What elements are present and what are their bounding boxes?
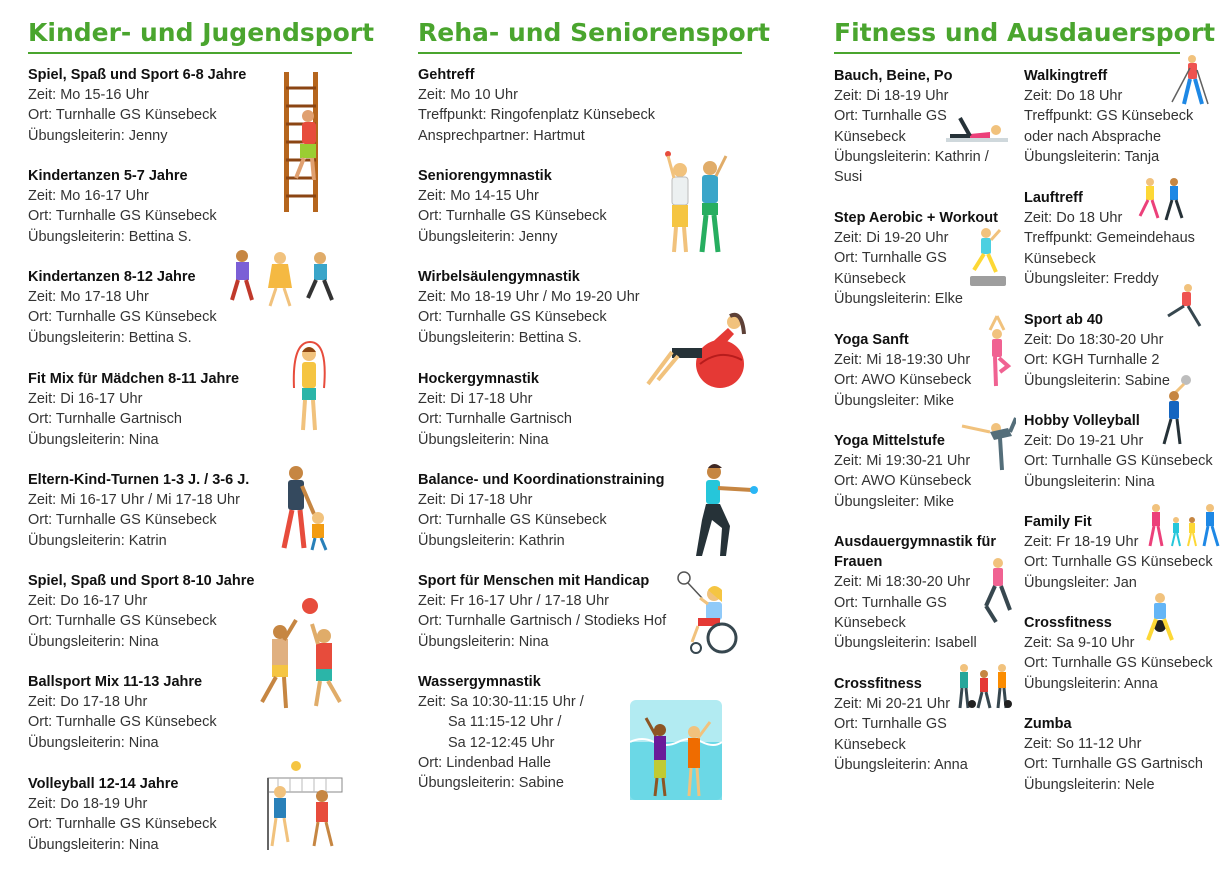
- entry-instructor: Übungsleiterin: Kathrin /: [834, 148, 989, 165]
- entry-location: Ort: Turnhalle GS Künsebeck: [1024, 554, 1213, 571]
- entry-location: Treffpunkt: Ringofenplatz Künsebeck: [418, 107, 655, 124]
- entry-location-cont: Künsebeck: [834, 614, 906, 631]
- entry-title: Sport für Menschen mit Handicap: [418, 573, 650, 589]
- entry-time: Zeit: Mi 18:30-20 Uhr: [834, 574, 971, 591]
- entry-crossfitness-sa: [1024, 613, 1213, 694]
- entry-hockergymnastik: [418, 369, 572, 450]
- entry-title: Yoga Mittelstufe: [834, 433, 945, 449]
- gym-ball-icon: [644, 308, 750, 392]
- entry-time: Zeit: Mi 16-17 Uhr / Mi 17-18 Uhr: [28, 492, 240, 509]
- entry-location-cont: oder nach Absprache: [1024, 128, 1162, 145]
- entry-kindertanzen-8-12: [28, 267, 217, 348]
- entry-location: Ort: Turnhalle GS Künsebeck: [418, 208, 607, 225]
- entry-location: Ort: Turnhalle GS Künsebeck: [418, 512, 607, 529]
- heading-underline: [418, 52, 742, 54]
- entry-time: Zeit: Do 16-17 Uhr: [28, 593, 148, 610]
- entry-time: Zeit: Mi 18-19:30 Uhr: [834, 352, 971, 369]
- entry-time-cont: Sa 11:15-12 Uhr /: [448, 714, 562, 731]
- entry-instructor: Übungsleiterin: Nina: [28, 734, 159, 751]
- entry-title: Ausdauergymnastik für Frauen: [834, 534, 996, 571]
- entry-gehtreff: [418, 65, 655, 146]
- entry-instructor: Ansprechpartner: Hartmut: [418, 127, 585, 144]
- entry-instructor: Übungsleiterin: Nina: [28, 836, 159, 853]
- entry-time: Zeit: Sa 10:30-11:15 Uhr /: [418, 694, 584, 711]
- entry-title: Wassergymnastik: [418, 674, 541, 690]
- entry-title: Walkingtreff: [1024, 68, 1108, 84]
- entry-sport-ab-40: [1024, 310, 1170, 391]
- volleyball-net-icon: [262, 760, 344, 852]
- entry-title: Crossfitness: [834, 676, 922, 692]
- entry-location: Ort: Turnhalle GS Künsebeck: [28, 714, 217, 731]
- entry-title: Bauch, Beine, Po: [834, 68, 953, 84]
- entry-instructor: Übungsleiter: Mike: [834, 493, 955, 510]
- entry-title: Kindertanzen 8-12 Jahre: [28, 269, 196, 285]
- dancing-kids-icon: [228, 248, 346, 310]
- entry-time: Zeit: Do 18-19 Uhr: [28, 796, 148, 813]
- heading-underline: [28, 52, 352, 54]
- entry-title: Fit Mix für Mädchen 8-11 Jahre: [28, 371, 240, 387]
- ball-play-icon: [254, 596, 346, 714]
- entry-instructor-cont: Susi: [834, 169, 863, 186]
- entry-instructor: Übungsleiterin: Anna: [834, 756, 968, 773]
- entry-time: Zeit: Sa 9-10 Uhr: [1024, 635, 1135, 652]
- entry-location: Ort: Turnhalle GS Künsebeck: [28, 208, 217, 225]
- yoga-pose-icon: [982, 312, 1012, 388]
- entry-wirbelsaeulengymnastik: [418, 267, 640, 348]
- entry-title: Gehtreff: [418, 67, 475, 83]
- entry-instructor: Übungsleiter: Freddy: [1024, 270, 1159, 287]
- entry-crossfitness-mi: [834, 674, 968, 775]
- entry-time: Zeit: So 11-12 Uhr: [1024, 736, 1142, 753]
- entry-time: Zeit: Do 17-18 Uhr: [28, 694, 148, 711]
- entry-instructor: Übungsleiterin: Nina: [418, 633, 549, 650]
- entry-instructor: Übungsleiterin: Bettina S.: [28, 228, 192, 245]
- entry-location-cont: Künsebeck: [1024, 250, 1096, 267]
- entry-time: Zeit: Mi 19:30-21 Uhr: [834, 453, 971, 470]
- entry-instructor: Übungsleiterin: Nina: [28, 633, 159, 650]
- entry-time: Zeit: Do 19-21 Uhr: [1024, 433, 1144, 450]
- floor-exercise-icon: [946, 114, 1008, 144]
- entry-title: Crossfitness: [1024, 615, 1112, 631]
- entry-location-cont: Künsebeck: [834, 128, 906, 145]
- entry-location: Ort: Turnhalle GS Künsebeck: [28, 816, 217, 833]
- entry-location: Ort: AWO Künsebeck: [834, 372, 972, 389]
- entry-location: Ort: Turnhalle Gartnisch: [28, 411, 182, 428]
- entry-location: Ort: Lindenbad Halle: [418, 754, 551, 771]
- entry-location: Treffpunkt: Gemeindehaus: [1024, 230, 1195, 247]
- entry-location: Ort: Turnhalle GS Künsebeck: [418, 309, 607, 326]
- heading-underline: [834, 52, 1180, 54]
- entry-instructor: Übungsleiterin: Nina: [418, 431, 549, 448]
- entry-title: Kindertanzen 5-7 Jahre: [28, 168, 188, 184]
- entry-time: Zeit: Mo 15-16 Uhr: [28, 87, 149, 104]
- entry-time: Zeit: Di 17-18 Uhr: [418, 391, 533, 408]
- entry-location: Ort: Turnhalle GS: [834, 108, 947, 125]
- yoga-balance-icon: [960, 412, 1016, 472]
- entry-wassergymnastik: [418, 672, 584, 793]
- entry-time: Zeit: Fr 18-19 Uhr: [1024, 534, 1139, 551]
- runners-icon: [1136, 176, 1186, 224]
- entry-location: Ort: Turnhalle GS Künsebeck: [1024, 453, 1213, 470]
- entry-instructor: Übungsleiterin: Katrin: [28, 532, 167, 549]
- entry-time: Zeit: Di 18-19 Uhr: [834, 88, 949, 105]
- entry-location: Ort: Turnhalle GS Künsebeck: [28, 107, 217, 124]
- entry-spiel-spass-6-8: [28, 65, 246, 146]
- heading-kinder-jugendsport: Kinder- und Jugendsport: [28, 18, 375, 47]
- entry-location-cont: Künsebeck: [834, 270, 906, 287]
- entry-title: Balance- und Koordinationstraining: [418, 472, 665, 488]
- entry-instructor: Übungsleiterin: Elke: [834, 290, 963, 307]
- entry-instructor: Übungsleiterin: Tanja: [1024, 148, 1160, 165]
- entry-time: Zeit: Di 19-20 Uhr: [834, 230, 949, 247]
- entry-title: Family Fit: [1024, 514, 1092, 530]
- lunge-icon: [980, 556, 1014, 626]
- entry-instructor: Übungsleiterin: Sabine: [1024, 372, 1170, 389]
- entry-instructor: Übungsleiterin: Sabine: [418, 775, 564, 792]
- entry-time: Zeit: Mo 17-18 Uhr: [28, 289, 149, 306]
- heading-reha-seniorensport: Reha- und Seniorensport: [418, 18, 770, 47]
- entry-title: Volleyball 12-14 Jahre: [28, 776, 179, 792]
- entry-sport-handicap: [418, 571, 666, 652]
- step-aerobic-icon: [966, 226, 1010, 290]
- crossfit-icon: [1142, 592, 1176, 648]
- entry-time: Zeit: Do 18:30-20 Uhr: [1024, 332, 1164, 349]
- entry-title: Seniorengymnastik: [418, 168, 552, 184]
- nordic-walking-icon: [1166, 54, 1214, 108]
- entry-location: Ort: Turnhalle GS Künsebeck: [28, 309, 217, 326]
- entry-title: Spiel, Spaß und Sport 6-8 Jahre: [28, 67, 247, 83]
- entry-location: Treffpunkt: GS Künsebeck: [1024, 108, 1194, 125]
- entry-instructor: Übungsleiterin: Nina: [28, 431, 159, 448]
- entry-eltern-kind-turnen: [28, 470, 249, 551]
- entry-location: Ort: Turnhalle GS: [834, 594, 947, 611]
- entry-time: Zeit: Fr 16-17 Uhr / 17-18 Uhr: [418, 593, 609, 610]
- wheelchair-badminton-icon: [676, 568, 744, 656]
- entry-time: Zeit: Di 16-17 Uhr: [28, 391, 143, 408]
- entry-time: Zeit: Mo 10 Uhr: [418, 87, 518, 104]
- entry-spiel-spass-8-10: [28, 571, 254, 652]
- entry-zumba: [1024, 714, 1203, 795]
- entry-time: Zeit: Do 18 Uhr: [1024, 210, 1123, 227]
- entry-yoga-sanft: [834, 330, 971, 411]
- climbing-wall-icon: [280, 70, 324, 214]
- entry-time: Zeit: Do 18 Uhr: [1024, 88, 1123, 105]
- entry-location: Ort: Turnhalle GS: [834, 716, 947, 733]
- entry-seniorengymnastik: [418, 166, 607, 247]
- entry-location: Ort: Turnhalle GS Gartnisch: [1024, 756, 1203, 773]
- entry-fit-mix-maedchen: [28, 369, 239, 450]
- entry-title: Step Aerobic + Workout: [834, 210, 998, 226]
- entry-instructor: Übungsleiterin: Bettina S.: [28, 329, 192, 346]
- kettlebell-group-icon: [956, 660, 1012, 712]
- entry-title: Hobby Volleyball: [1024, 413, 1140, 429]
- entry-instructor: Übungsleiterin: Kathrin: [418, 532, 565, 549]
- entry-time: Zeit: Mo 14-15 Uhr: [418, 188, 539, 205]
- entry-title: Wirbelsäulengymnastik: [418, 269, 580, 285]
- entry-location: Ort: Turnhalle Gartnisch / Stodieks Hof: [418, 613, 667, 630]
- volleyball-player-icon: [1156, 374, 1196, 446]
- entry-balance-koordination: [418, 470, 665, 551]
- entry-instructor: Übungsleiterin: Jenny: [28, 127, 168, 144]
- entry-yoga-mittelstufe: [834, 431, 971, 512]
- entry-title: Ballsport Mix 11-13 Jahre: [28, 674, 203, 690]
- entry-location: Ort: Turnhalle Gartnisch: [418, 411, 572, 428]
- entry-location: Ort: KGH Turnhalle 2: [1024, 352, 1160, 369]
- entry-instructor: Übungsleiterin: Jenny: [418, 228, 558, 245]
- entry-location: Ort: Turnhalle GS: [834, 250, 947, 267]
- parent-child-icon: [272, 464, 332, 552]
- senior-gymnastics-icon: [664, 148, 730, 256]
- entry-time: Zeit: Mi 20-21 Uhr: [834, 696, 951, 713]
- entry-time: Zeit: Mo 18-19 Uhr / Mo 19-20 Uhr: [418, 289, 640, 306]
- runner-icon: [1160, 282, 1204, 330]
- entry-instructor: Übungsleiterin: Nele: [1024, 776, 1155, 793]
- entry-location: Ort: AWO Künsebeck: [834, 473, 972, 490]
- entry-time: Zeit: Mo 16-17 Uhr: [28, 188, 149, 205]
- entry-kindertanzen-5-7: [28, 166, 217, 247]
- entry-title: Lauftreff: [1024, 190, 1083, 206]
- entry-time-cont: Sa 12-12:45 Uhr: [448, 734, 555, 751]
- heading-fitness-ausdauersport: Fitness und Ausdauersport: [834, 18, 1216, 47]
- entry-instructor: Übungsleiterin: Nina: [1024, 473, 1155, 490]
- entry-location: Ort: Turnhalle GS Künsebeck: [1024, 655, 1213, 672]
- entry-title: Zumba: [1024, 716, 1072, 732]
- jump-rope-girl-icon: [288, 338, 330, 438]
- family-run-icon: [1148, 502, 1220, 550]
- entry-time: Zeit: Di 17-18 Uhr: [418, 492, 533, 509]
- entry-title: Yoga Sanft: [834, 332, 909, 348]
- entry-instructor: Übungsleiterin: Isabell: [834, 635, 977, 652]
- entry-location: Ort: Turnhalle GS Künsebeck: [28, 512, 217, 529]
- squat-balance-icon: [690, 462, 760, 560]
- entry-title: Eltern-Kind-Turnen 1-3 J. / 3-6 J.: [28, 472, 250, 488]
- entry-title: Spiel, Spaß und Sport 8-10 Jahre: [28, 573, 255, 589]
- entry-location: Ort: Turnhalle GS Künsebeck: [28, 613, 217, 630]
- entry-instructor: Übungsleiterin: Anna: [1024, 675, 1158, 692]
- entry-instructor: Übungsleiter: Jan: [1024, 574, 1137, 591]
- entry-volleyball-12-14: [28, 774, 217, 855]
- water-gymnastics-icon: [630, 700, 722, 800]
- entry-location-cont: Künsebeck: [834, 736, 906, 753]
- entry-ballsport-mix: [28, 672, 217, 753]
- entry-title: Sport ab 40: [1024, 312, 1103, 328]
- entry-instructor: Übungsleiter: Mike: [834, 392, 955, 409]
- entry-title: Hockergymnastik: [418, 371, 539, 387]
- entry-instructor: Übungsleiterin: Bettina S.: [418, 329, 582, 346]
